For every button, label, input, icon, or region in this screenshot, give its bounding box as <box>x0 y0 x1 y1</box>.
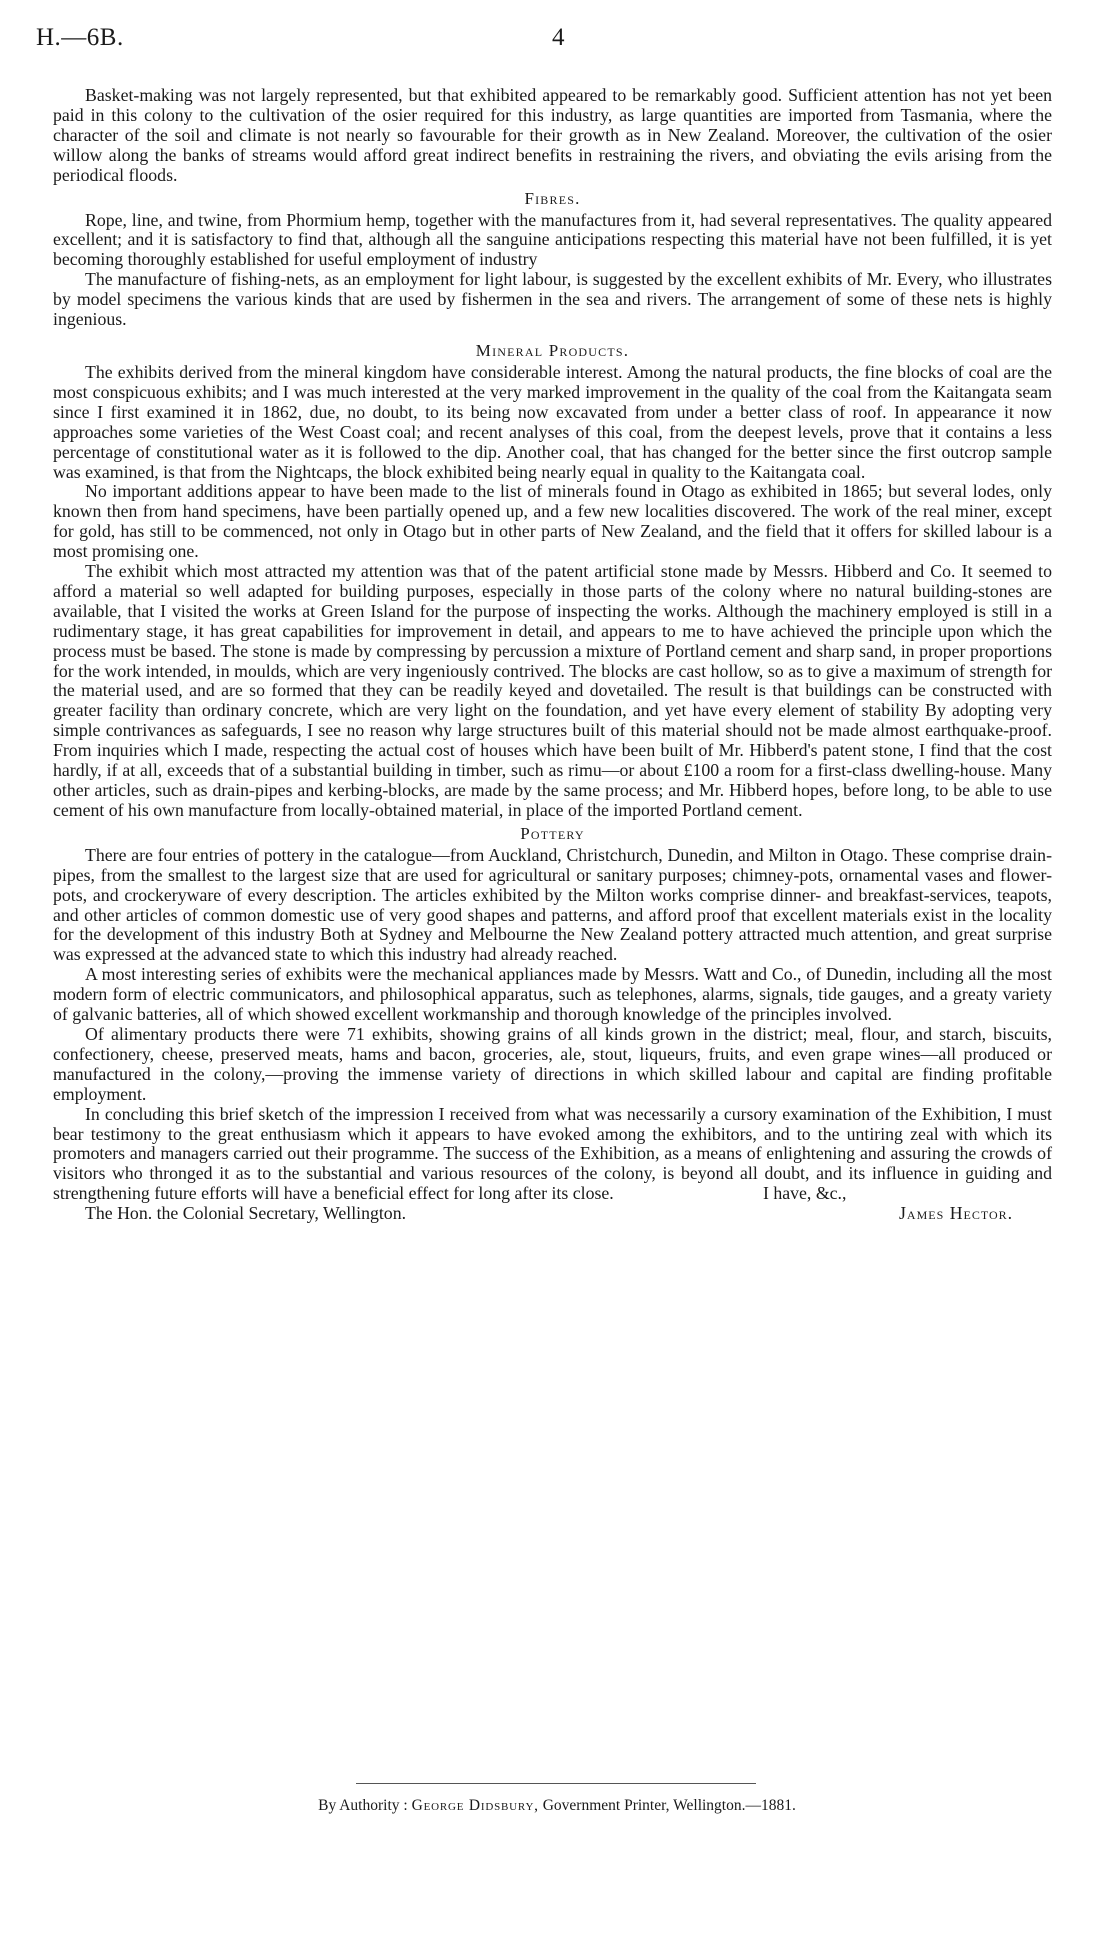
paragraph-fishing-nets: The manufacture of fishing-nets, as an employment for light labour, is suggested by the excellent exhibits of Mr. Every, who illustrates by model specimens the various kinds that are used by fishermen in the sea and rivers. The arrangement of some of these nets is highly ingenious. <box>53 269 1052 330</box>
section-heading-pottery: Pottery <box>520 823 585 843</box>
page-header <box>36 24 1066 64</box>
paragraph-artificial-stone: The exhibit which most attracted my attention was that of the patent artificial stone made by Messrs. Hibberd and Co. It seemed to afford a material so well adapted for building purposes, especially in those parts of the colony where no natural building-stones are available, that I visited the works at Green Island for the purpose of inspecting the works. Although the machinery employed is still in a rudimentary stage, it has great capabilities for improvement in detail, and appears to me to have achieved the principle upon which the process must be based. The stone is made by compressing by percussion a mixture of Portland cement and sharp sand, in proper proportions for the work intended, in moulds, which are very ingeniously contrived. The blocks are cast hollow, so as to give a maximum of strength for the material used, and are so formed that they can be readily keyed and dovetailed. The result is that buildings can be constructed with greater facility than ordinary concrete, which are very light on the foundation, and yet have every element of stability By adopting very simple contrivances as safeguards, I see no reason why large structures built of this material should not be made almost earthquake-proof. From inquiries which I made, respecting the actual cost of houses which have been built of Mr. Hibberd's patent stone, I find that the cost hardly, if at all, exceeds that of a substantial building in timber, such as rimu—or about £100 a room for a first-class dwelling-house. Many other articles, such as drain-pipes and kerbing-blocks, are made by the same process; and Mr. Hibberd hopes, before long, to be able to use cement of his own manufacture from locally-obtained material, in place of the imported Portland cement. <box>53 561 1052 820</box>
document-reference: H.—6B. <box>36 24 124 51</box>
valediction: I have, &c., <box>763 1183 847 1204</box>
addressee: The Hon. the Colonial Secretary, Wellington. <box>85 1203 407 1224</box>
page-number: 4 <box>552 24 565 51</box>
printer-imprint <box>0 1797 1114 1815</box>
footer-rule <box>356 1783 756 1784</box>
signature-block <box>53 1183 1052 1226</box>
paragraph-mechanical-appliances: A most interesting series of exhibits were the mechanical appliances made by Messrs. Watt and Co., of Dunedin, including all the most modern form of electric communicators, and philosophical apparatus, such as telephones, alarms, signals, tide gauges, and a greaty variety of galvanic batteries, all of which showed excellent workmanship and thorough knowledge of the principles involved. <box>53 964 1052 1025</box>
paragraph-alimentary-products: Of alimentary products there were 71 exhibits, showing grains of all kinds grown in the district; meal, flour, and starch, biscuits, confectionery, cheese, preserved meats, hams and bacon, groceries, ale, stout, liqueurs, fruits, and even grape wines—all produced or manufactured in the colony,—proving the immense variety of directions in which skilled labour and capital are finding profitable employment. <box>53 1023 1052 1104</box>
section-heading-fibres: Fibres. <box>524 188 581 208</box>
paragraph-pottery: There are four entries of pottery in the catalogue—from Auckland, Christchurch, Dunedin, and Milton in Otago. These comprise drain-pipes, from the smallest to the largest size that are used for agricultural or sanitary purposes; chimney-pots, ornamental vases and flower-pots, and crockeryware of every description. The articles exhibited by the Milton works comprise dinner- and breakfast-services, teapots, and other articles of common domestic use of very good shapes and patterns, and afford proof that excellent materials exist in the locality for the development of this industry Both at Sydney and Melbourne the New Zealand pottery attracted much attention, and great surprise was expressed at the advanced state to which this industry had already reached. <box>53 844 1052 965</box>
section-heading-mineral-products: Mineral Products. <box>475 340 630 360</box>
paragraph-minerals-otago: No important additions appear to have been made to the list of minerals found in Otago as exhibited in 1865; but several lodes, only known then from hand specimens, have been partially opened up, and a few new localities discovered. The work of the real miner, except for gold, has still to be commenced, not only in Otago but in other parts of New Zealand, and the field that it offers for skilled labour is a most promising one. <box>53 481 1052 562</box>
paragraph-mineral-kingdom: The exhibits derived from the mineral kingdom have considerable interest. Among the natural products, the fine blocks of coal are the most conspicuous exhibits; and I was much interested at the very marked improvement in the quality of the coal from the Kaitangata seam since I first examined it in 1862, due, no doubt, to its being now excavated from under a better class of roof. In appearance it now approaches some varieties of the West Coast coal; and recent analyses of this coal, from the deepest levels, prove that it contains a less percentage of constitutional water as it is followed to the dip. Another coal, that has changed for the better since the first outcrop sample was examined, is that from the Nightcaps, the block exhibited being nearly equal in quality to the Kaitangata coal. <box>53 361 1052 482</box>
document-body <box>53 86 1052 1226</box>
imprint-prefix: By Authority : <box>318 1797 408 1814</box>
paragraph-conclusion: In concluding this brief sketch of the impression I received from what was necessarily a cursory examination of the Exhibition, I must bear testimony to the great enthusiasm which it appears to have evoked among the exhibitors, and to the untiring zeal with which its promoters and managers carried out their programme. The success of the Exhibition, as a means of enlightening and assuring the crowds of visitors who thronged it as to the substantial and various resources of the colony, is beyond all doubt, and its influence in guiding and strengthening future efforts will have a beneficial effect for long after its close. <box>53 1103 1052 1204</box>
printer-name: George Didsbury, <box>411 1797 539 1814</box>
imprint-suffix: Government Printer, Wellington.—1881. <box>542 1797 796 1814</box>
signatory-name: James Hector. <box>899 1203 1014 1224</box>
paragraph-rope: Rope, line, and twine, from Phormium hemp, together with the manufactures from it, had several representatives. The quality appeared excellent; and it is satisfactory to find that, although all the sanguine anticipations respecting this material have not been fulfilled, it is yet becoming thoroughly established for useful employment of industry <box>53 209 1052 270</box>
paragraph-basket-making: Basket-making was not largely represented, but that exhibited appeared to be remarkably good. Sufficient attention has not yet been paid in this colony to the cultivation of the osier required for this industry, as large quantities are imported from Tasmania, where the character of the soil and climate is not nearly so favourable for their growth as in New Zealand. Moreover, the cultivation of the osier willow along the banks of streams would afford great indirect benefits in restraining the rivers, and obviating the evils arising from the periodical floods. <box>53 85 1052 185</box>
